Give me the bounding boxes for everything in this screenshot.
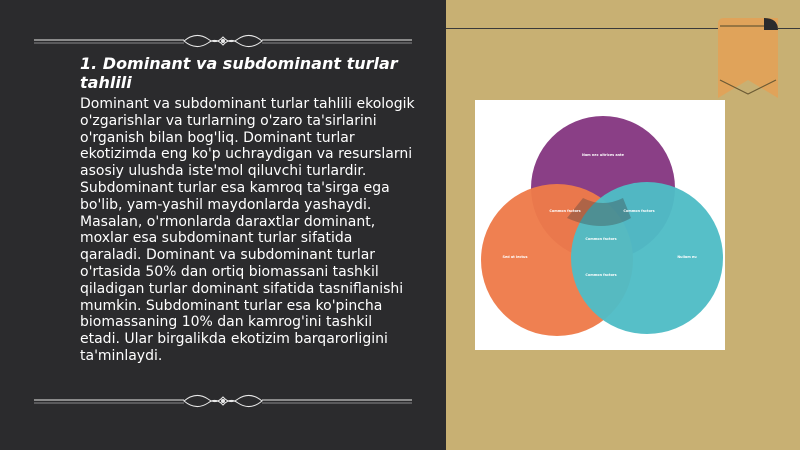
venn-label-right: Nullam eu — [677, 255, 697, 259]
venn-label-left: Sed at lectus — [502, 255, 528, 259]
venn-label-top-right: Common factors — [623, 209, 655, 213]
venn-diagram-image — [475, 100, 725, 350]
slide-title: 1. Dominant va subdominant turlar tahlili — [80, 54, 398, 92]
top-ornament — [34, 31, 412, 53]
venn-label-top-left: Common factors — [549, 209, 581, 213]
venn-label-bottom: Common factors — [585, 273, 617, 277]
venn-label-center: Common factors — [585, 237, 617, 241]
venn-label-top: Nam nec ultrices ante — [582, 153, 624, 157]
slide-body-text: Dominant va subdominant turlar tahlili ekologik o'zgarishlar va turlarning o'zaro ta'sirlarini o'rganish bilan bog'liq. Dominant turlar ekotizimda eng ko'p uchraydigan va resurslarni asosiy ulushda iste'mol qiluvchi turlardir. Subdominant turlar esa kamroq ta'sirga ega bo'lib, yam-yashil maydonlarda yashaydi. Masalan, o'rmonlarda daraxtlar dominant, moxlar esa subdominant turlar sifatida qaraladi. Dominant va subdominant turlar o'rtasida 50% dan ortiq biomassani tashkil qiladigan turlar dominant sifatida tasniflanishi mumkin. Subdominant turlar esa ko'pincha biomassaning 10% dan kamrog'ini tashkil etadi. Ular birgalikda ekotizim barqarorligini ta'minlaydi. — [80, 96, 415, 364]
bookmark-icon — [718, 18, 778, 100]
bottom-ornament — [34, 391, 412, 413]
venn-diagram — [475, 100, 725, 350]
